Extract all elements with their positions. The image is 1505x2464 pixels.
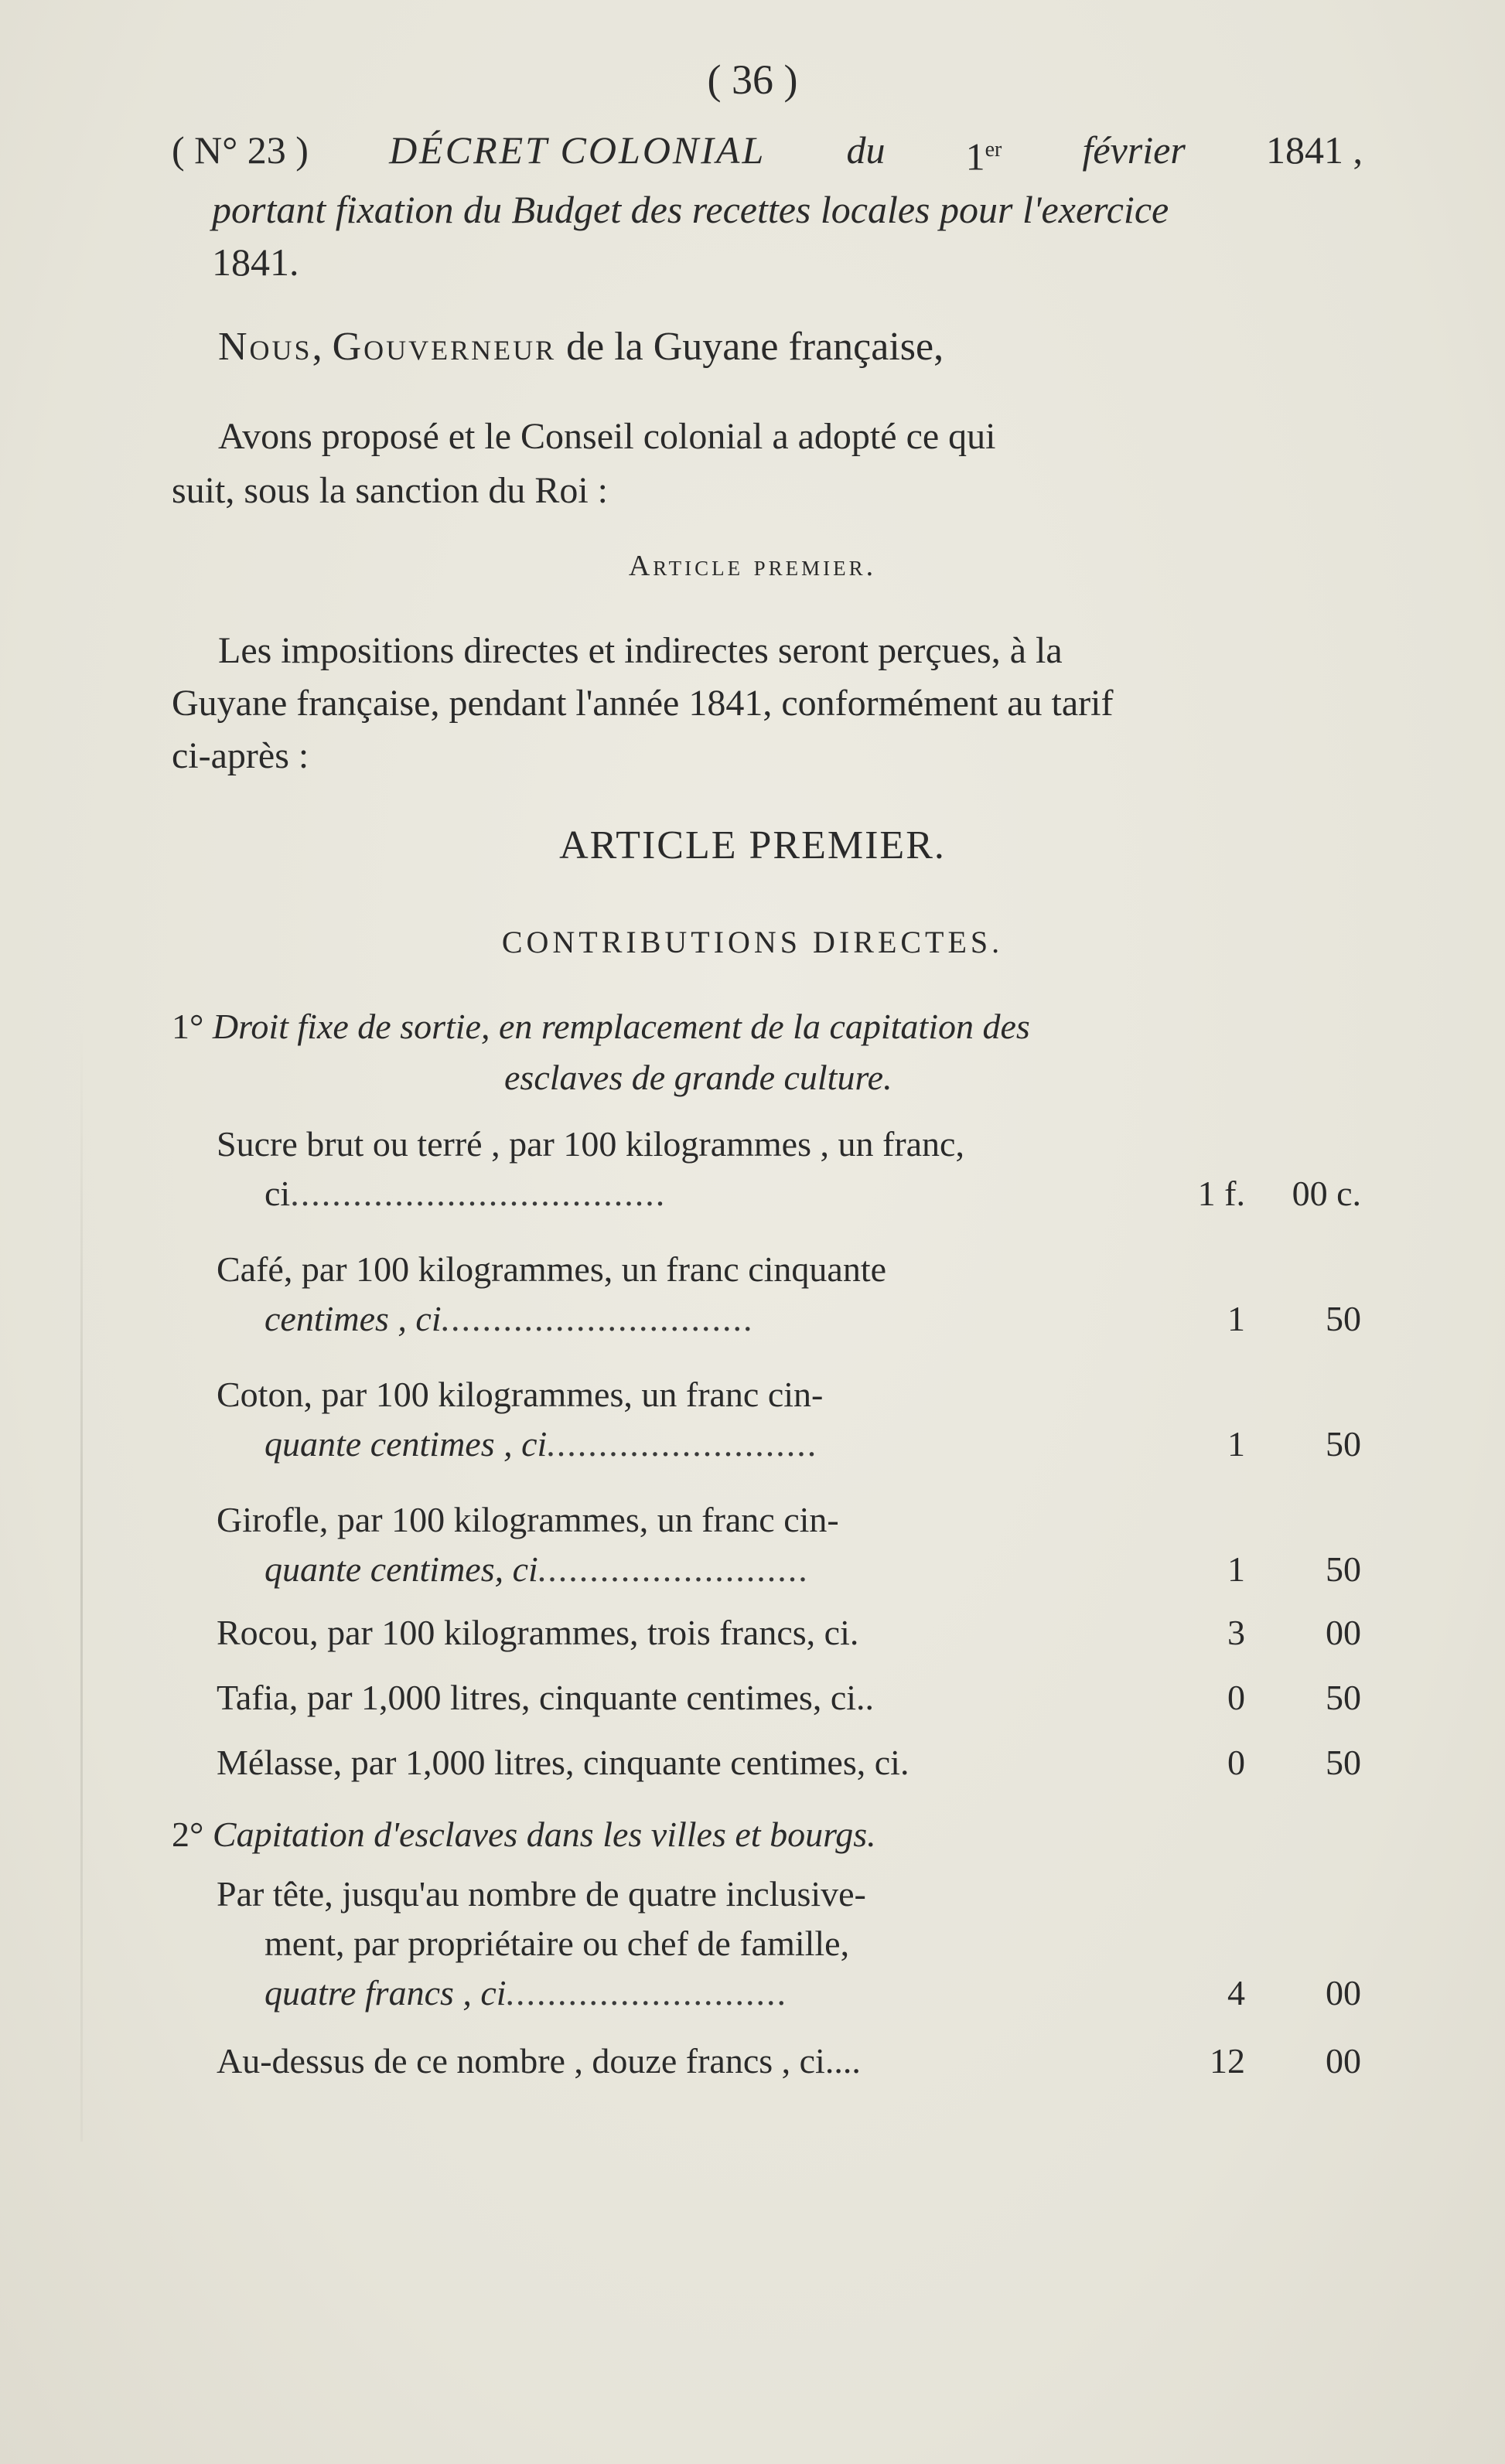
section-1-heading: [172, 1001, 1363, 1103]
article-premier-small: Article premier.: [628, 550, 877, 582]
tariff-row-par-tete: [217, 1869, 1361, 2018]
tariff-row-line-2: quante centimes , ci..........................: [264, 1424, 819, 1464]
tariff-row-girofle: [217, 1495, 1361, 1594]
tariff-row-line-1: Mélasse, par 1,000 litres, cinquante centimes, ci.: [217, 1743, 909, 1782]
impositions-line-3: ci-après :: [172, 735, 309, 776]
decret-day: 1er: [965, 135, 1002, 179]
tariff-row-sucre: [217, 1120, 1361, 1218]
section-1-line-1: [172, 1001, 1363, 1052]
tariff-row-line-1: Par tête, jusqu'au nombre de quatre inclusive-: [217, 1874, 866, 1914]
tariff-row-line-2: centimes , ci..............................: [264, 1299, 755, 1338]
tariff-row-value: 4 00: [1227, 1973, 1361, 2012]
nous-gouverneur-word: Gouverneur: [332, 325, 557, 369]
section-2-num: 2°: [172, 1815, 204, 1854]
avons-line-1: Avons proposé et le Conseil colonial a adopté ce qui: [218, 416, 996, 457]
tariff-row-line-1: Café, par 100 kilogrammes, un franc cinquante: [217, 1249, 887, 1289]
decret-number: ( N° 23 ): [172, 128, 309, 172]
tariff-row-value: 1 50: [1227, 1424, 1361, 1464]
tariff-row-line-1: Sucre brut ou terré , par 100 kilogrammes , un franc,: [217, 1124, 964, 1164]
tariff-row-value: 12 00: [1210, 2041, 1361, 2081]
decret-month: février: [1082, 128, 1186, 172]
tariff-row-line-1: Girofle, par 100 kilogrammes, un franc cin-: [217, 1500, 839, 1539]
tariff-row-rocou: [217, 1608, 1361, 1658]
section-2-heading: [172, 1809, 1363, 1860]
decret-line-1: [172, 124, 1363, 183]
nous-rest: de la Guyane française,: [566, 325, 944, 369]
impositions-paragraph: [172, 625, 1363, 782]
tariff-row-value: 0 50: [1227, 1678, 1361, 1717]
avons-paragraph: [172, 410, 1363, 518]
tariff-row-value: 1 50: [1227, 1299, 1361, 1338]
tariff-row-tafia: [217, 1673, 1361, 1723]
tariff-row-line-3: quatre francs , ci...........................: [264, 1973, 789, 2012]
section-1-line-2: esclaves de grande culture.: [504, 1058, 892, 1097]
tariff-row-line-1: Au-dessus de ce nombre , douze francs , ci....: [217, 2041, 861, 2081]
impositions-line-2: Guyane française, pendant l'année 1841, conformément au tarif: [172, 683, 1114, 724]
nous-lead: Nous: [218, 325, 312, 369]
tariff-row-value: 3 00: [1227, 1613, 1361, 1652]
tariff-row-line-1: Rocou, par 100 kilogrammes, trois francs, ci.: [217, 1613, 859, 1652]
decret-title: DÉCRET COLONIAL: [389, 128, 766, 172]
tariff-row-line-2: ment, par propriétaire ou chef de famille,: [264, 1924, 850, 1963]
decret-year: 1841 ,: [1265, 128, 1363, 172]
decret-du: du: [846, 128, 886, 172]
tariff-row-value: 1 50: [1227, 1549, 1361, 1589]
section-1-num: 1°: [172, 1007, 204, 1046]
article-premier-heading: ARTICLE PREMIER.: [559, 823, 946, 867]
section-2-title: Capitation d'esclaves dans les villes et bourgs.: [212, 1815, 876, 1854]
margin-shadow: [80, 1028, 83, 2142]
nous-gouverneur: Nous, Gouverneur de la Guyane française,: [218, 325, 944, 369]
tariff-row-value: 1 f. 00 c.: [1197, 1174, 1361, 1213]
contributions-directes-heading: CONTRIBUTIONS DIRECTES.: [501, 925, 1004, 959]
tariff-row-line-1: Tafia, par 1,000 litres, cinquante centimes, ci..: [217, 1678, 875, 1717]
decret-heading: [172, 124, 1363, 288]
tariff-row-line-1: Coton, par 100 kilogrammes, un franc cin-: [217, 1375, 824, 1414]
decret-line-3: 1841.: [212, 240, 299, 284]
tariff-row-line-2: ci....................................: [264, 1174, 667, 1213]
page-number: ( 36 ): [707, 56, 798, 103]
tariff-row-au-dessus: [217, 2036, 1361, 2086]
tariff-row-coton: [217, 1370, 1361, 1469]
tariff-row-cafe: [217, 1245, 1361, 1344]
section-1-title: Droit fixe de sortie, en remplacement de la capitation des: [212, 1007, 1030, 1046]
avons-line-2: suit, sous la sanction du Roi :: [172, 470, 608, 511]
decret-line-2: portant fixation du Budget des recettes locales pour l'exercice: [212, 187, 1169, 231]
impositions-line-1: Les impositions directes et indirectes seront perçues, à la: [218, 630, 1063, 671]
tariff-row-value: 0 50: [1227, 1743, 1361, 1782]
tariff-row-melasse: [217, 1738, 1361, 1788]
tariff-row-line-2: quante centimes, ci..........................: [264, 1549, 810, 1589]
